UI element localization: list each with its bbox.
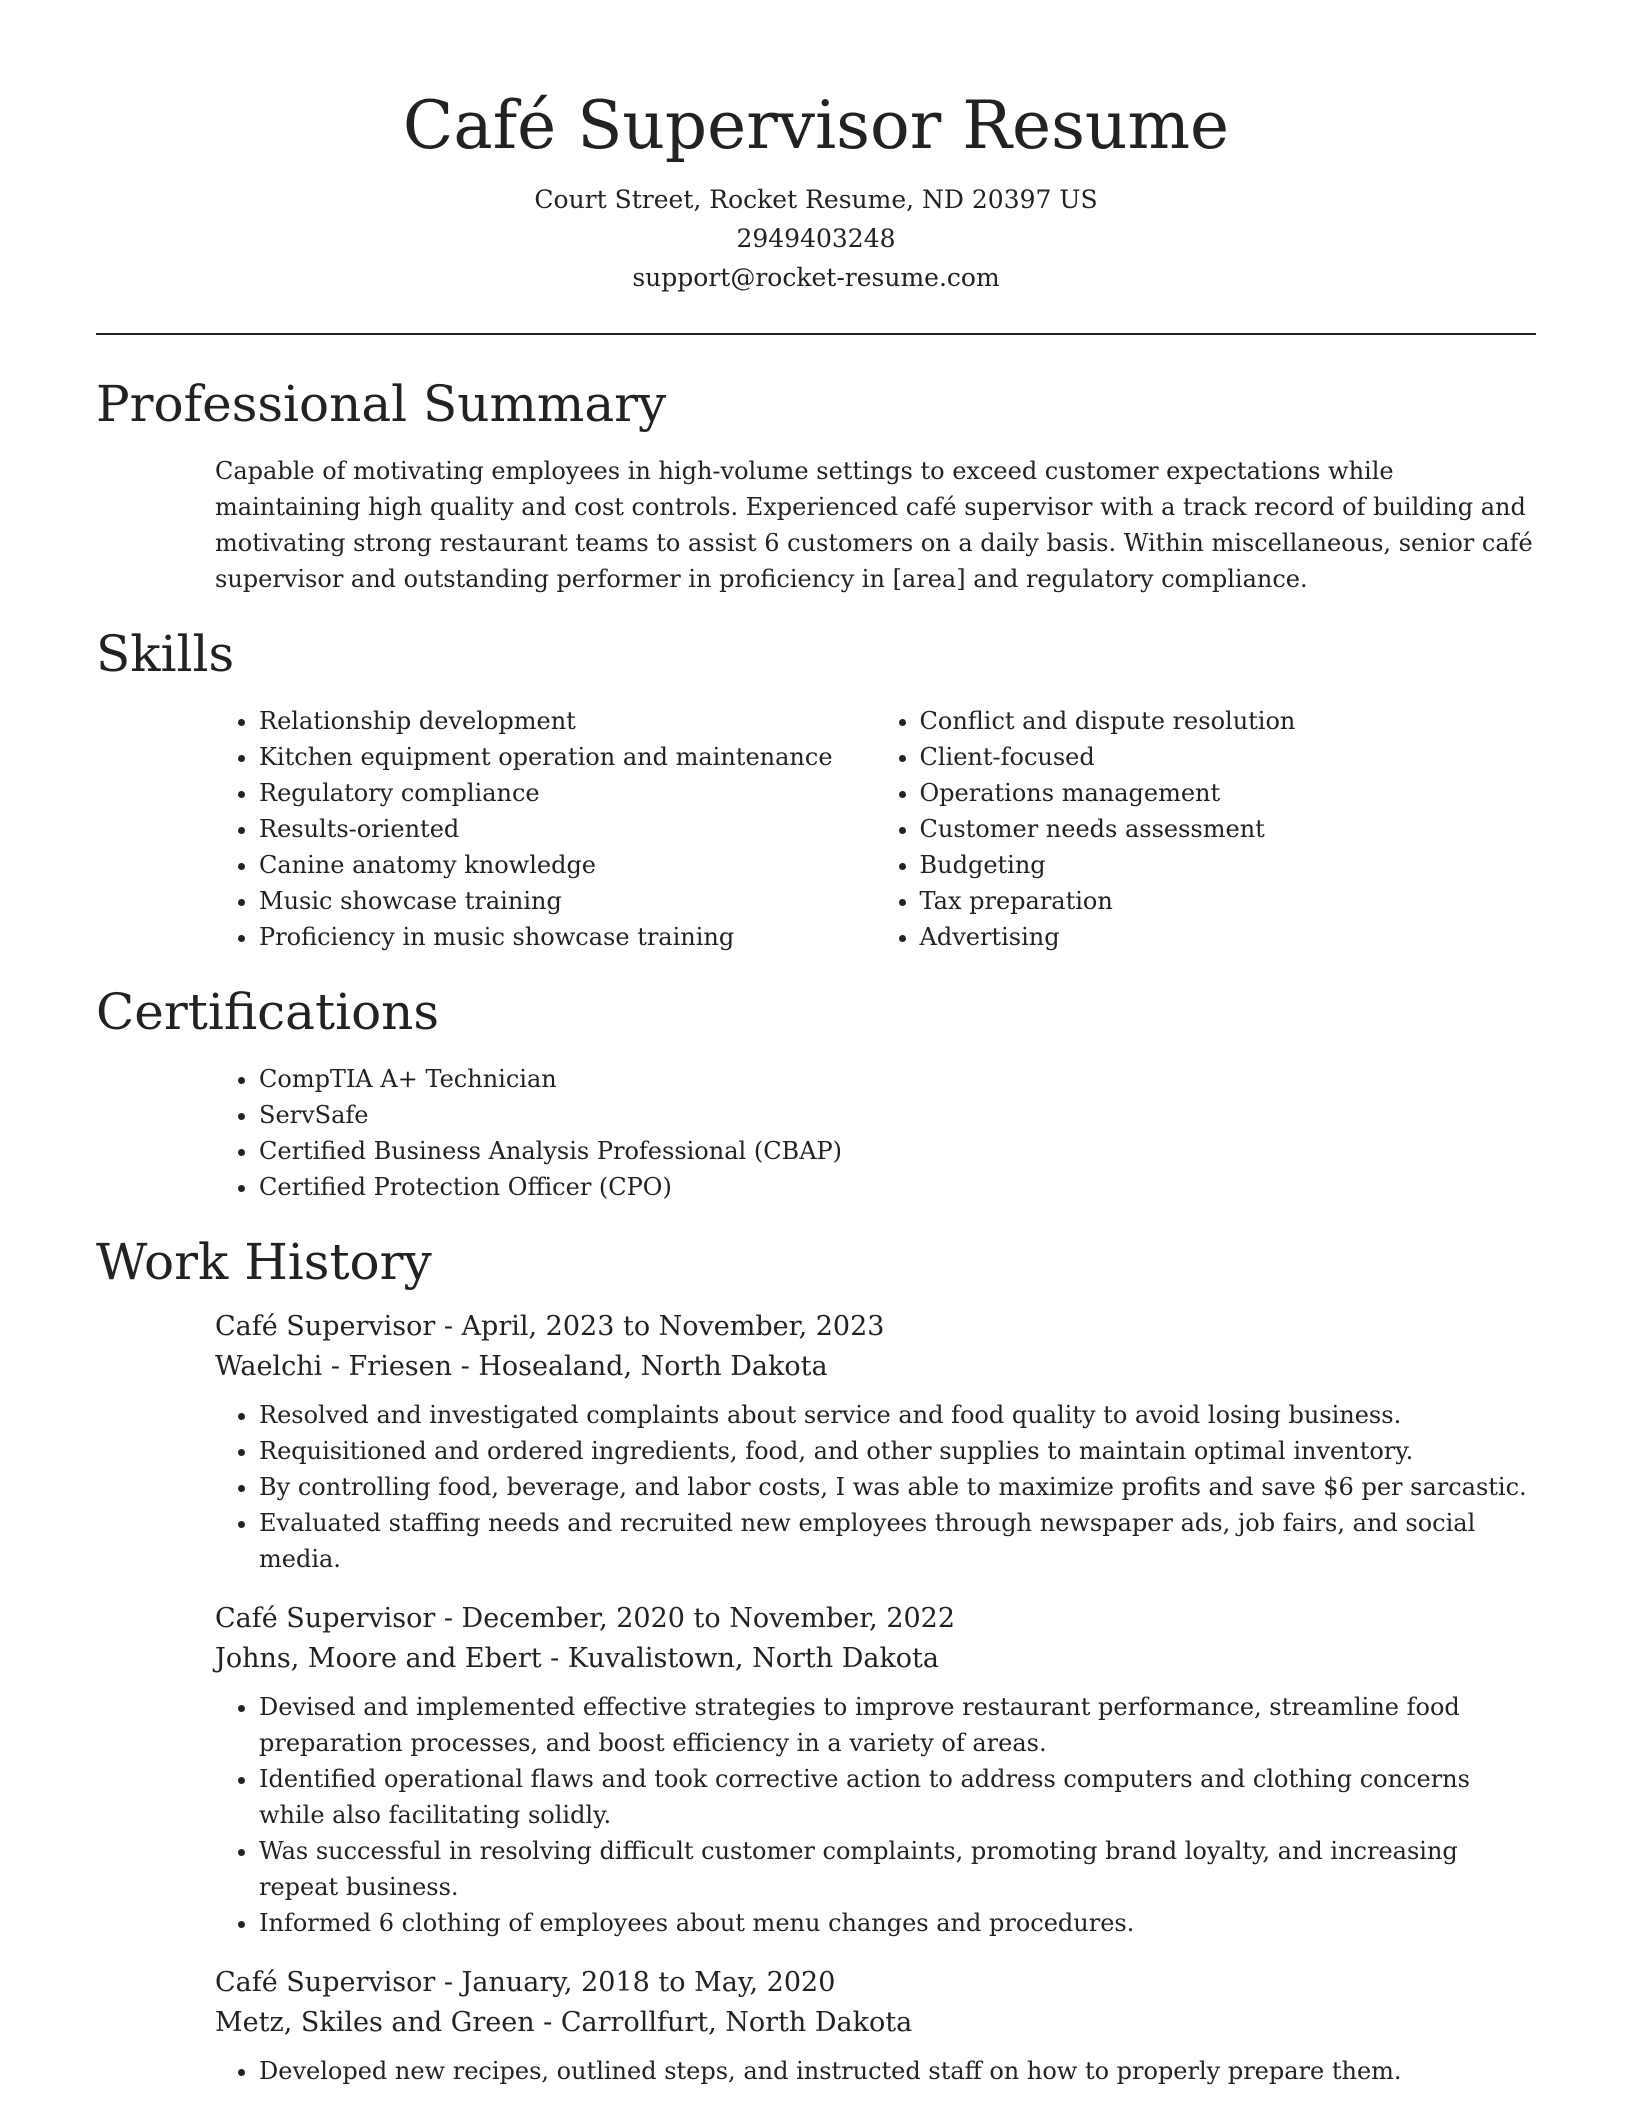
certifications-heading: Certifications	[96, 983, 440, 1041]
job-bullet: • Evaluated staffing needs and recruited new employees through newspaper ads, job fairs, and social media.	[259, 1505, 1536, 1577]
skill-item: • Client-focused	[920, 739, 1537, 775]
job-bullets	[215, 1397, 1536, 1577]
job-title: Café Supervisor - January, 2018 to May, 2020	[215, 1967, 836, 1998]
skill-item: • Proficiency in music showcase training	[259, 919, 876, 955]
job-bullet: • By controlling food, beverage, and labor costs, I was able to maximize profits and save $6 per sarcastic.	[259, 1469, 1536, 1505]
skill-item: • Results-oriented	[259, 811, 876, 847]
address: Court Street, Rocket Resume, ND 20397 US	[534, 185, 1098, 214]
job-bullet: • Informed 6 clothing of employees about menu changes and procedures.	[259, 1905, 1536, 1941]
job-bullet: • Developed new recipes, outlined steps, and instructed staff on how to properly prepare them.	[259, 2053, 1536, 2089]
resume-title: Café Supervisor Resume	[402, 87, 1230, 164]
skill-item: • Operations management	[920, 775, 1537, 811]
skills-column-right	[876, 703, 1537, 955]
job-bullets	[215, 1689, 1536, 1941]
skills-list	[215, 703, 1536, 955]
certifications-list	[215, 1061, 1536, 1205]
job-company: Johns, Moore and Ebert - Kuvalistown, North Dakota	[215, 1643, 940, 1674]
skill-item: • Customer needs assessment	[920, 811, 1537, 847]
job-entry	[215, 1307, 1536, 1577]
job-company: Waelchi - Friesen - Hosealand, North Dakota	[215, 1351, 828, 1382]
job-bullet: • Devised and implemented effective strategies to improve restaurant performance, streamline food preparation processes, and boost efficiency in a variety of areas.	[259, 1689, 1536, 1761]
skill-item: • Relationship development	[259, 703, 876, 739]
job-bullet: • Resolved and investigated complaints about service and food quality to avoid losing business.	[259, 1397, 1536, 1433]
skill-item: • Regulatory compliance	[259, 775, 876, 811]
job-company: Metz, Skiles and Green - Carrollfurt, North Dakota	[215, 2007, 913, 2038]
skill-item: • Conflict and dispute resolution	[920, 703, 1537, 739]
job-entry	[215, 1963, 1536, 2089]
job-bullets	[215, 2053, 1536, 2089]
job-bullet: • Requisitioned and ordered ingredients, food, and other supplies to maintain optimal inventory.	[259, 1433, 1536, 1469]
certification-item: • Certified Protection Officer (CPO)	[259, 1169, 1536, 1205]
job-entry	[215, 1599, 1536, 1941]
summary-heading: Professional Summary	[96, 375, 667, 433]
skill-item: • Music showcase training	[259, 883, 876, 919]
email: support@rocket-resume.com	[632, 263, 1000, 292]
phone: 2949403248	[736, 224, 896, 253]
job-title: Café Supervisor - December, 2020 to November, 2022	[215, 1603, 956, 1634]
job-bullet: • Was successful in resolving difficult customer complaints, promoting brand loyalty, and increasing repeat business.	[259, 1833, 1536, 1905]
skill-item: • Advertising	[920, 919, 1537, 955]
skill-item: • Canine anatomy knowledge	[259, 847, 876, 883]
resume-header	[0, 0, 1632, 297]
summary-text: Capable of motivating employees in high-volume settings to exceed customer expectations while maintaining high quality and cost controls. Experienced café supervisor with a track record of building and motivating strong restaurant teams to assist 6 customers on a daily basis. Within miscellaneous, senior café supervisor and outstanding performer in proficiency in [area] and regulatory compliance.	[215, 457, 1533, 593]
work-history-heading: Work History	[96, 1233, 432, 1291]
certification-item: • CompTIA A+ Technician	[259, 1061, 1536, 1097]
certification-item: • ServSafe	[259, 1097, 1536, 1133]
job-bullet: • Identified operational flaws and took corrective action to address computers and clothing concerns while also facilitating solidly.	[259, 1761, 1536, 1833]
skills-heading: Skills	[96, 625, 235, 683]
certification-item: • Certified Business Analysis Professional (CBAP)	[259, 1133, 1536, 1169]
job-title: Café Supervisor - April, 2023 to November, 2023	[215, 1311, 885, 1342]
skill-item: • Kitchen equipment operation and maintenance	[259, 739, 876, 775]
skills-column-left	[215, 703, 876, 955]
skill-item: • Tax preparation	[920, 883, 1537, 919]
skill-item: • Budgeting	[920, 847, 1537, 883]
contact-block	[0, 180, 1632, 297]
